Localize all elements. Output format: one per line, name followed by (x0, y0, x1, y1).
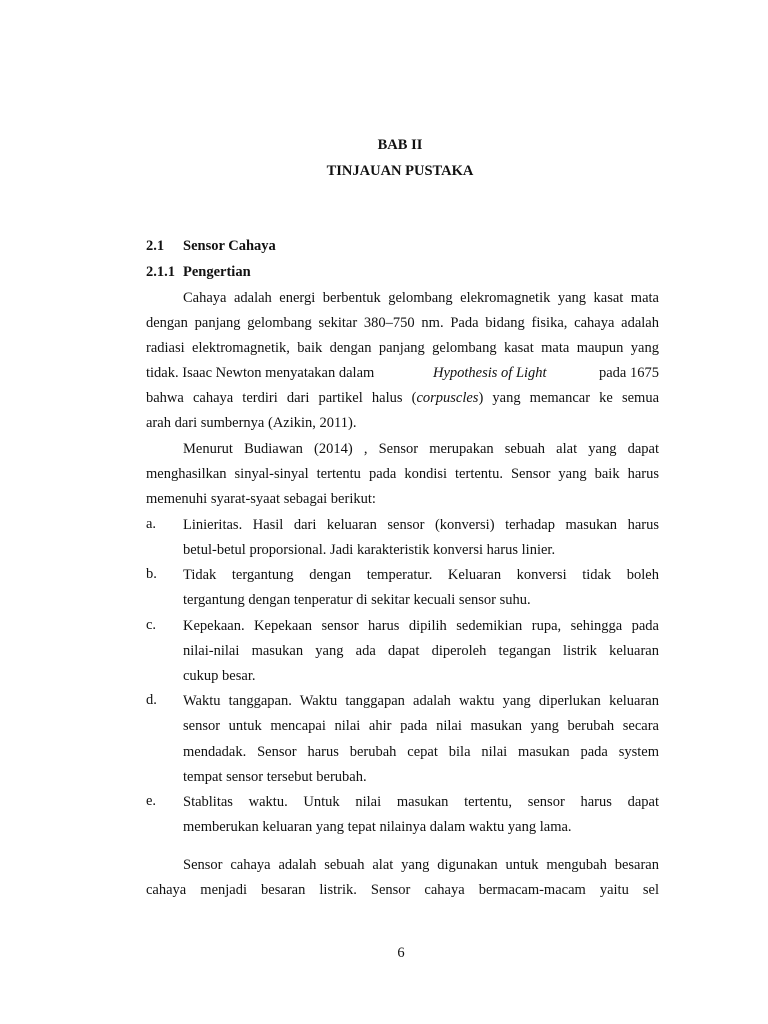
list-item-line: Tidak tergantung dengan temperatur. Keluaran konversi tidak boleh (183, 567, 659, 583)
paragraph-line: Sensor cahaya adalah sebuah alat yang digunakan untuk mengubah besaran (183, 857, 659, 873)
list-item-line: tergantung dengan tenperatur di sekitar kecuali sensor suhu. (183, 592, 531, 608)
text-span: bahwa cahaya terdiri dari partikel halus ( (146, 390, 417, 406)
italic-term: corpuscles (416, 390, 479, 406)
section-number: 2.1 (146, 238, 165, 254)
list-item-line: sensor untuk mencapai nilai ahir pada nilai masukan yang berubah secara (183, 718, 659, 734)
list-item-line: Kepekaan. Kepekaan sensor harus dipilih sedemikian rupa, sehingga pada (183, 618, 659, 634)
list-item-line: nilai-nilai masukan yang ada dapat diperoleh tegangan listrik keluaran (183, 643, 659, 659)
text-span: ) yang memancar ke semua (478, 390, 660, 406)
paragraph-line: arah dari sumbernya (Azikin, 2011). (146, 415, 357, 431)
paragraph-line: memenuhi syarat-syaat sebagai berikut: (146, 491, 376, 507)
paragraph-line: Menurut Budiawan (2014) , Sensor merupakan sebuah alat yang dapat (183, 441, 659, 457)
paragraph-line: dengan panjang gelombang sekitar 380–750 nm. Pada bidang fisika, cahaya adalah (146, 315, 659, 331)
subsection-heading (146, 264, 251, 281)
list-item-line: mendadak. Sensor harus berubah cepat bila nilai masukan pada system (183, 744, 659, 760)
paragraph-line: radiasi elektromagnetik, baik dengan panjang gelombang kasat mata maupun yang (146, 340, 659, 356)
list-item-line: betul-betul proporsional. Jadi karakteristik konversi harus linier. (183, 542, 556, 558)
list-item-line: Waktu tanggapan. Waktu tanggapan adalah waktu yang diperlukan keluaran (183, 693, 659, 709)
text-span: tidak. Isaac Newton menyatakan dalam (146, 365, 375, 381)
paragraph-line: cahaya menjadi besaran listrik. Sensor cahaya bermacam-macam yaitu sel (146, 882, 659, 898)
paragraph-line: menghasilkan sinyal-sinyal tertentu pada kondisi tertentu. Sensor yang baik harus (146, 466, 659, 482)
list-marker: d. (146, 692, 157, 708)
list-item-line: cukup besar. (183, 668, 256, 684)
section-title: Sensor Cahaya (183, 238, 276, 254)
list-marker: b. (146, 566, 157, 582)
list-item-line: Linieritas. Hasil dari keluaran sensor (konversi) terhadap masukan harus (183, 517, 659, 533)
text-span: pada 1675 (599, 365, 659, 381)
list-item-line: memberukan keluaran yang tepat nilainya dalam waktu yang lama. (183, 819, 572, 835)
paragraph-line (146, 389, 659, 407)
list-item-line: tempat sensor tersebut berubah. (183, 769, 367, 785)
paragraph-line: Cahaya adalah energi berbentuk gelombang elekromagnetik yang kasat mata (183, 290, 659, 306)
chapter-title: TINJAUAN PUSTAKA (326, 163, 474, 179)
section-heading (146, 238, 276, 255)
list-item-line: Stablitas waktu. Untuk nilai masukan tertentu, sensor harus dapat (183, 794, 659, 810)
list-marker: a. (146, 516, 157, 532)
page-number: 6 (397, 945, 405, 961)
subsection-title: Pengertian (183, 264, 251, 280)
italic-term: Hypothesis of Light (433, 365, 547, 381)
list-marker: e. (146, 793, 157, 809)
list-marker: c. (146, 617, 157, 633)
subsection-number: 2.1.1 (146, 264, 175, 280)
chapter-heading: BAB II (377, 137, 423, 153)
